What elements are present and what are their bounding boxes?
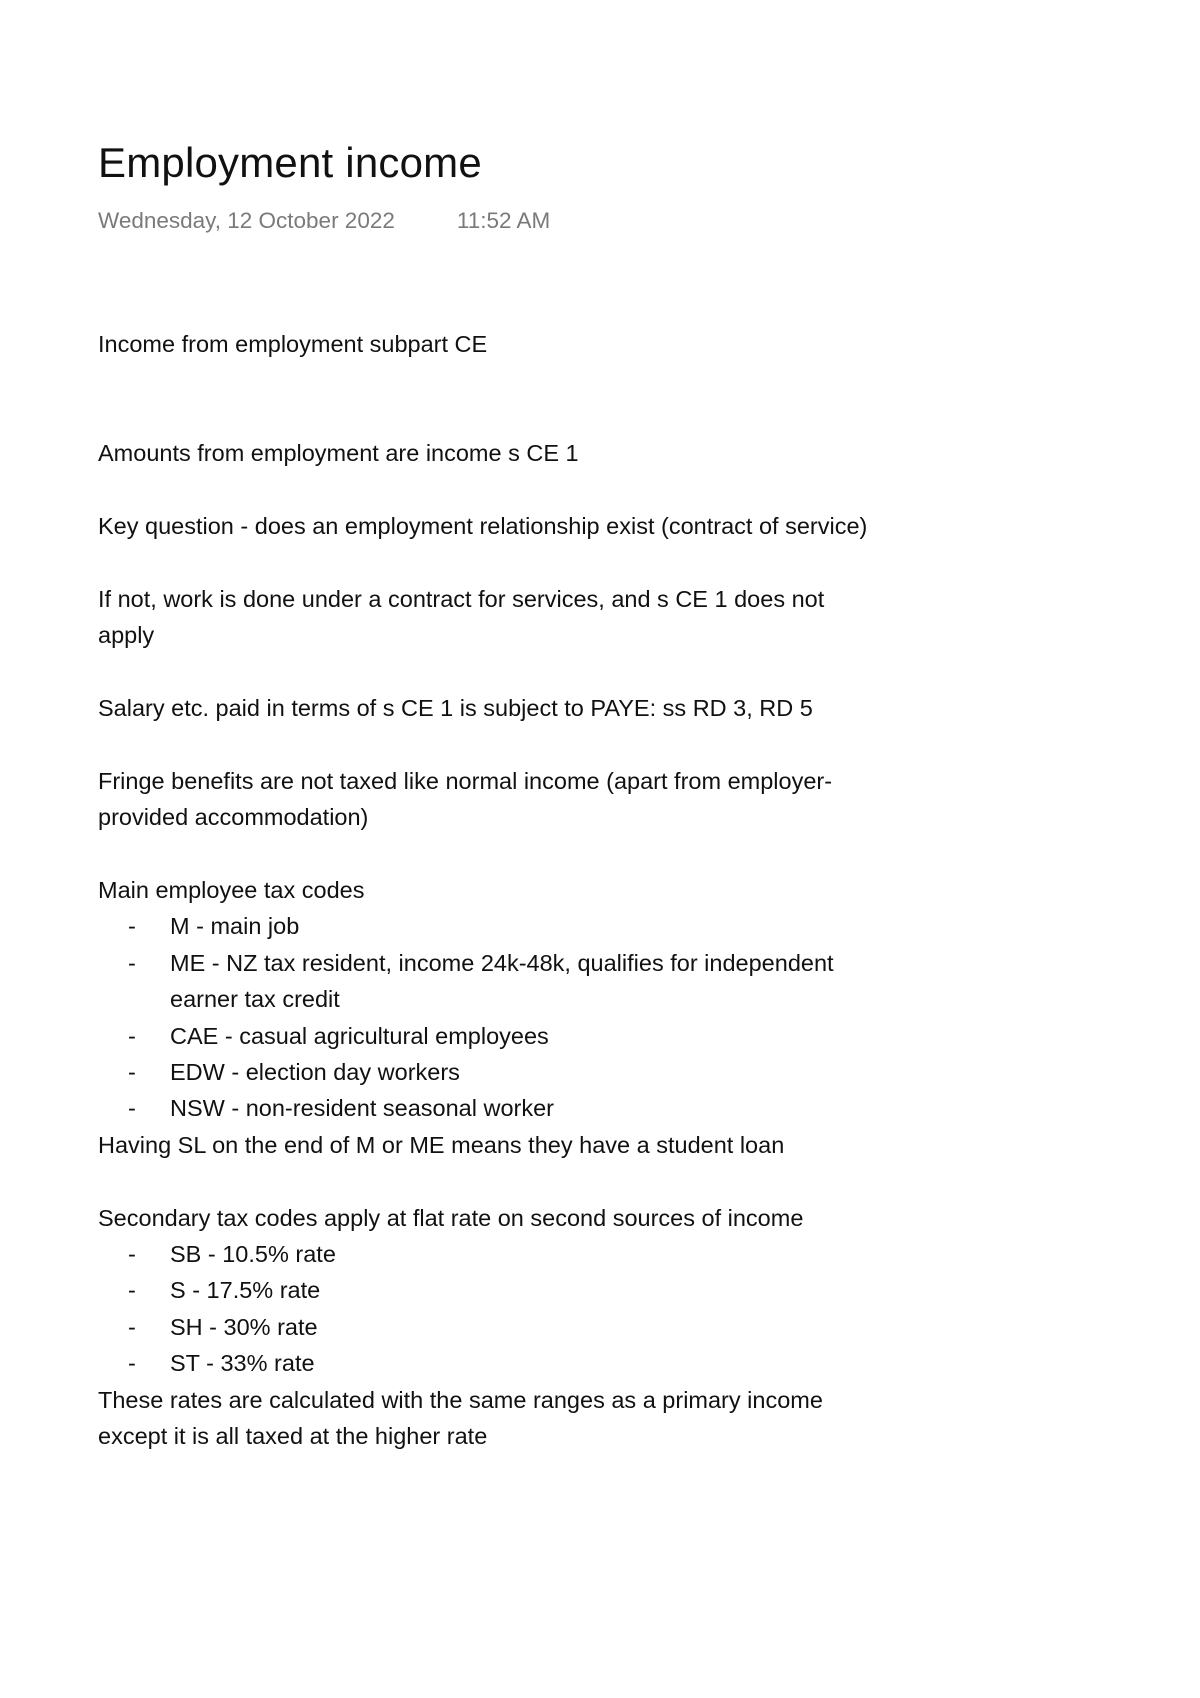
bullet-dash: - bbox=[128, 1313, 136, 1340]
list-item-text: M - main job bbox=[170, 913, 300, 940]
paragraph-amounts: Amounts from employment are income s CE 1 bbox=[98, 440, 579, 467]
bullet-dash: - bbox=[128, 1350, 136, 1377]
bullet-dash: - bbox=[128, 1022, 136, 1049]
paragraph-higher-rate: These rates are calculated with the same ranges as a primary income except it is all taxed at the higher rate bbox=[98, 1386, 823, 1450]
list-item bbox=[98, 1272, 868, 1308]
list-item bbox=[98, 908, 868, 944]
note-date: Wednesday, 12 October 2022 bbox=[98, 208, 395, 233]
paragraph-main-codes-heading: Main employee tax codes bbox=[98, 877, 365, 903]
paragraph-contract-for-services: If not, work is done under a contract for services, and s CE 1 does not apply bbox=[98, 585, 825, 649]
bullet-dash: - bbox=[128, 1277, 136, 1304]
bullet-dash: - bbox=[128, 1241, 136, 1268]
page-title: Employment income bbox=[98, 139, 482, 186]
paragraph-paye: Salary etc. paid in terms of s CE 1 is subject to PAYE: ss RD 3, RD 5 bbox=[98, 695, 813, 721]
bullet-dash: - bbox=[128, 1059, 136, 1086]
paragraph-key-question: Key question - does an employment relationship exist (contract of service) bbox=[98, 513, 868, 539]
list-item bbox=[98, 1054, 868, 1090]
list-item-text: CAE - casual agricultural employees bbox=[170, 1022, 549, 1049]
paragraph-fringe-benefits: Fringe benefits are not taxed like normal income (apart from employer-provided accommodation) bbox=[98, 767, 833, 831]
list-item bbox=[98, 1309, 868, 1345]
note-time: 11:52 AM bbox=[456, 208, 551, 233]
main-tax-codes-list bbox=[98, 908, 868, 1126]
list-item-text: ME - NZ tax resident, income 24k-48k, qualifies for independent earner tax credit bbox=[170, 949, 834, 1013]
list-item-text: ST - 33% rate bbox=[170, 1350, 315, 1377]
paragraph-subpart: Income from employment subpart CE bbox=[98, 331, 488, 357]
list-item-text: SH - 30% rate bbox=[170, 1313, 318, 1340]
list-item bbox=[98, 1345, 868, 1381]
note-timestamp bbox=[98, 206, 550, 236]
bullet-dash: - bbox=[128, 1095, 136, 1122]
list-item-text: SB - 10.5% rate bbox=[170, 1241, 336, 1268]
secondary-tax-codes-list bbox=[98, 1236, 868, 1382]
list-item bbox=[98, 1236, 868, 1272]
paragraph-student-loan: Having SL on the end of M or ME means they have a student loan bbox=[98, 1131, 785, 1158]
bullet-dash: - bbox=[128, 913, 136, 940]
list-item bbox=[98, 1018, 868, 1054]
list-item-text: NSW - non-resident seasonal worker bbox=[170, 1095, 554, 1122]
list-item bbox=[98, 1090, 868, 1126]
note-body bbox=[98, 326, 868, 1454]
paragraph-secondary-codes-heading: Secondary tax codes apply at flat rate on second sources of income bbox=[98, 1204, 804, 1231]
list-item-text: EDW - election day workers bbox=[170, 1059, 460, 1086]
list-item bbox=[98, 945, 868, 1018]
list-item-text: S - 17.5% rate bbox=[170, 1277, 321, 1304]
bullet-dash: - bbox=[128, 949, 136, 976]
